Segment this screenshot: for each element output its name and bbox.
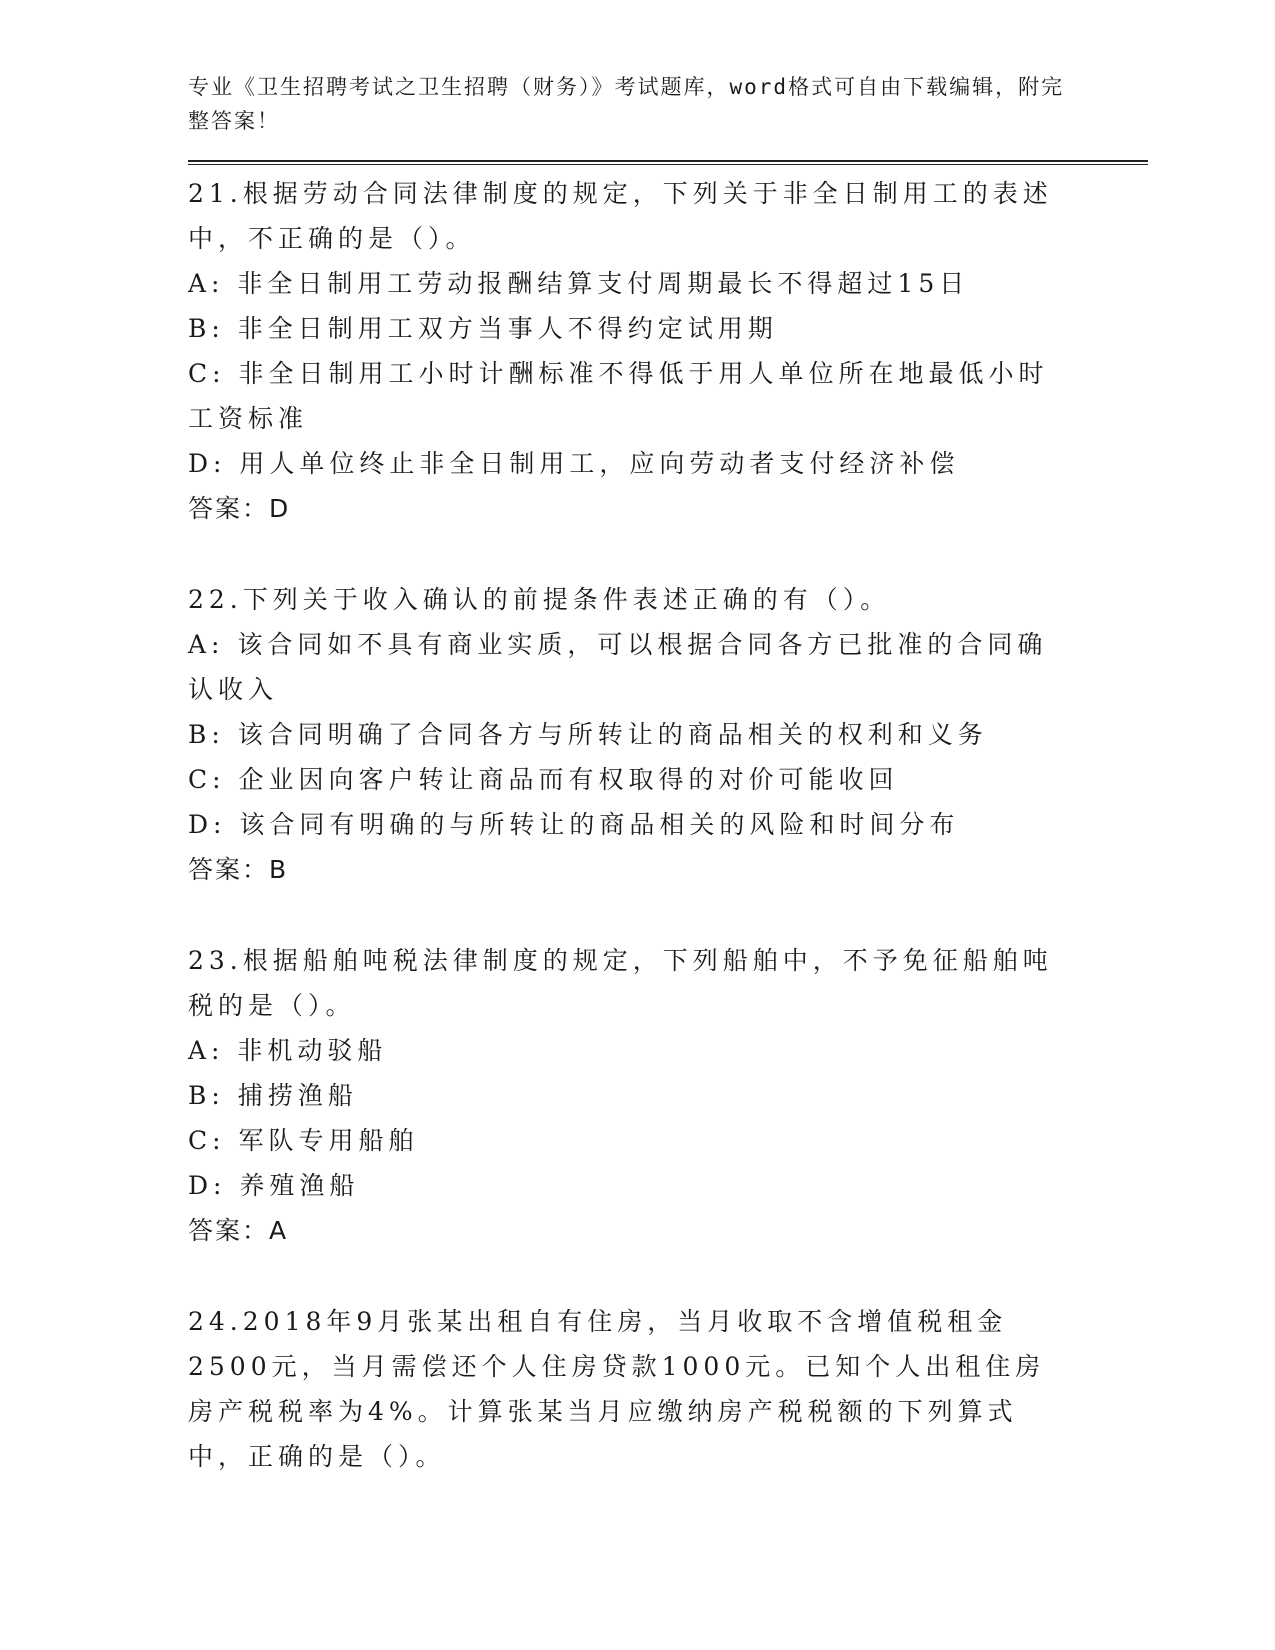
option-b: B: 非全日制用工双方当事人不得约定试用期 bbox=[188, 314, 778, 343]
option-c: C: 企业因向客户转让商品而有权取得的对价可能收回 bbox=[188, 765, 899, 794]
answer: 答案：A bbox=[188, 1216, 289, 1245]
question-list bbox=[188, 171, 1148, 1479]
question-24 bbox=[188, 1299, 1148, 1479]
question-23 bbox=[188, 938, 1148, 1253]
answer: 答案：D bbox=[188, 494, 291, 523]
question-21 bbox=[188, 171, 1148, 531]
option-d: D: 该合同有明确的与所转让的商品相关的风险和时间分布 bbox=[188, 810, 960, 839]
document-header: 专业《卫生招聘考试之卫生招聘（财务）》考试题库，word格式可自由下载编辑，附完整答案！ bbox=[188, 75, 1065, 133]
question-stem: 22.下列关于收入确认的前提条件表述正确的有（）。 bbox=[188, 585, 891, 614]
document-page bbox=[188, 70, 1148, 1525]
option-a: A: 该合同如不具有商业实质，可以根据合同各方已批准的合同确认收入 bbox=[188, 630, 1048, 704]
answer: 答案：B bbox=[188, 855, 289, 884]
option-a: A: 非机动驳船 bbox=[188, 1036, 388, 1065]
question-stem: 23.根据船舶吨税法律制度的规定，下列船舶中，不予免征船舶吨税的是（）。 bbox=[188, 946, 1053, 1020]
question-22 bbox=[188, 577, 1148, 892]
option-c: C: 非全日制用工小时计酬标准不得低于用人单位所在地最低小时工资标准 bbox=[188, 359, 1049, 433]
option-b: B: 该合同明确了合同各方与所转让的商品相关的权利和义务 bbox=[188, 720, 988, 749]
question-stem: 24.2018年9月张某出租自有住房，当月收取不含增值税租金2500元，当月需偿还个人住房贷款1000元。已知个人出租住房房产税税率为4%。计算张某当月应缴纳房产税税额的下列算式中，正确的是（）。 bbox=[188, 1307, 1046, 1471]
header-divider bbox=[188, 160, 1148, 165]
option-d: D: 养殖渔船 bbox=[188, 1171, 360, 1200]
question-stem: 21.根据劳动合同法律制度的规定，下列关于非全日制用工的表述中，不正确的是（）。 bbox=[188, 179, 1053, 253]
option-c: C: 军队专用船舶 bbox=[188, 1126, 419, 1155]
option-a: A: 非全日制用工劳动报酬结算支付周期最长不得超过15日 bbox=[188, 269, 970, 298]
option-b: B: 捕捞渔船 bbox=[188, 1081, 358, 1110]
option-d: D: 用人单位终止非全日制用工，应向劳动者支付经济补偿 bbox=[188, 449, 960, 478]
